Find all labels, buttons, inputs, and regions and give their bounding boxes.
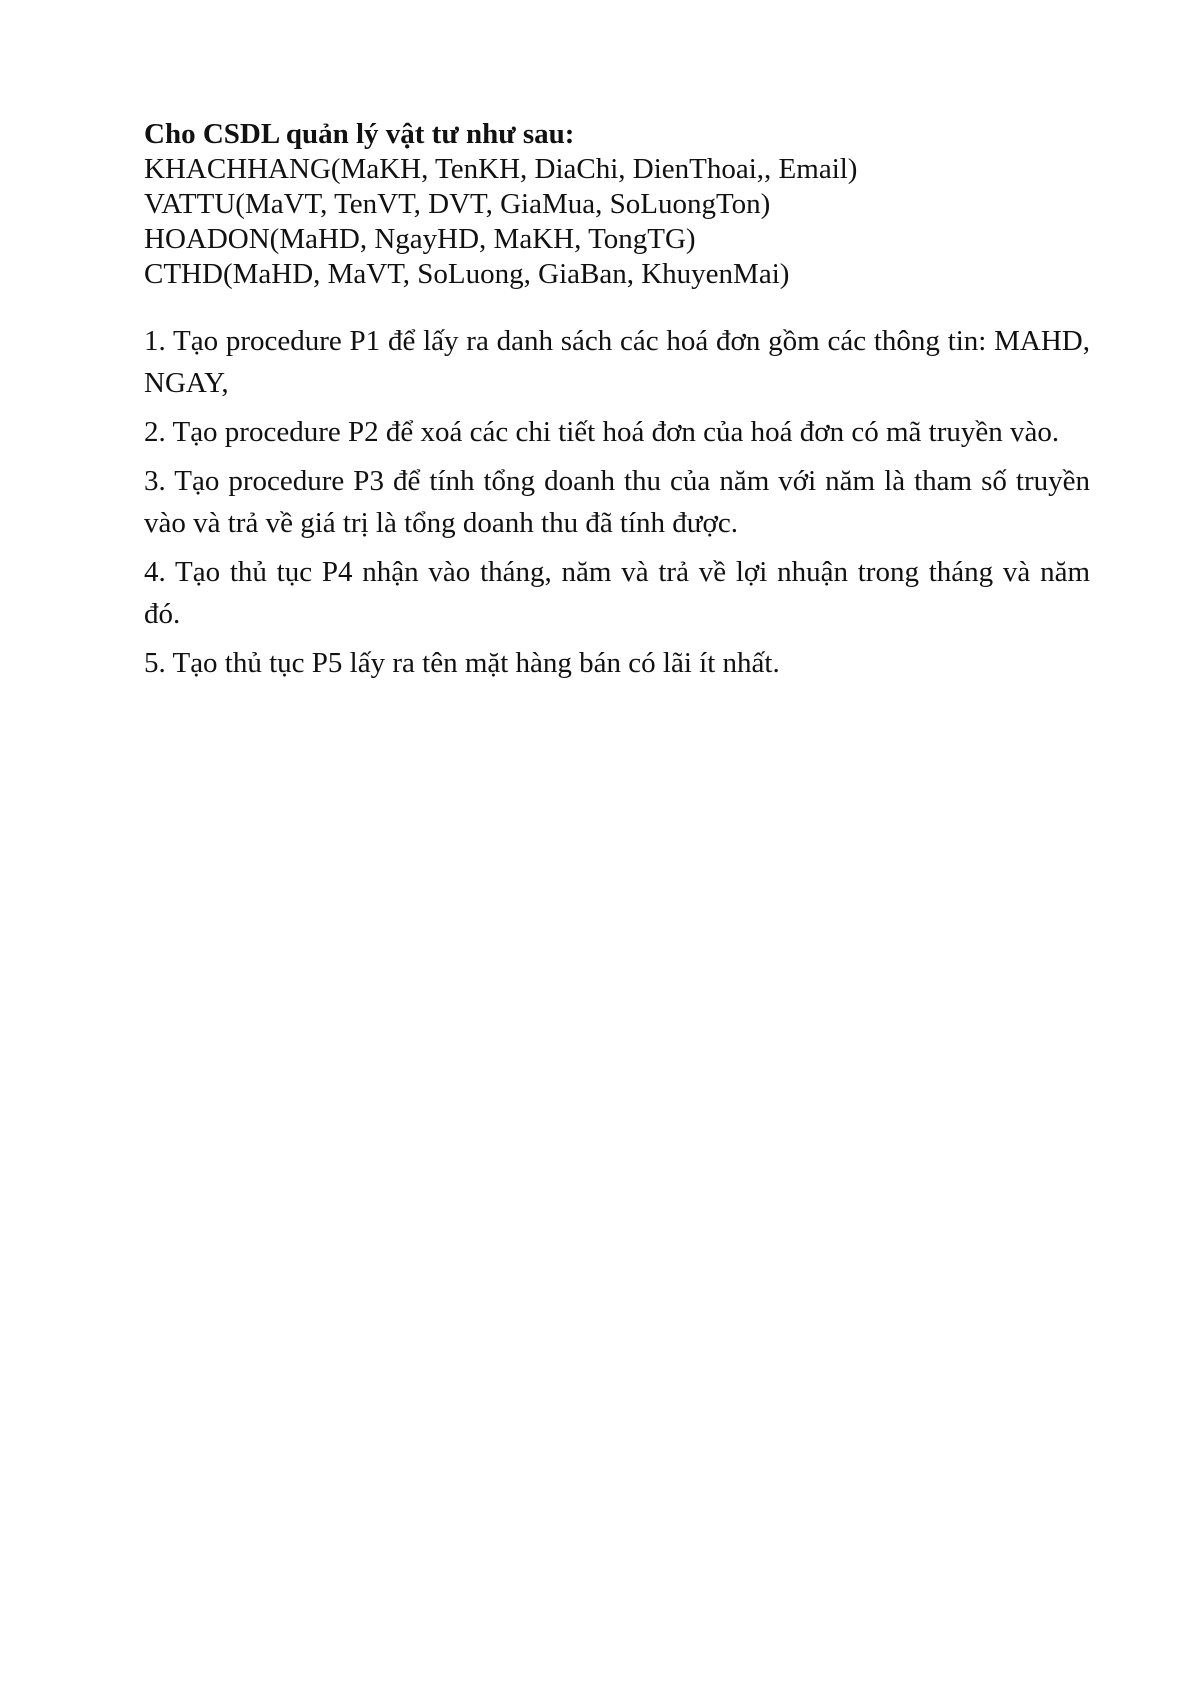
schema-line-cthd: CTHD(MaHD, MaVT, SoLuong, GiaBan, KhuyenMai): [144, 258, 790, 290]
document-heading: Cho CSDL quản lý vật tư như sau:: [144, 118, 575, 150]
task-item-2: 2. Tạo procedure P2 để xoá các chi tiết hoá đơn của hoá đơn có mã truyền vào.: [144, 416, 1060, 448]
document-body: [144, 117, 1090, 691]
task-item-5: 5. Tạo thủ tục P5 lấy ra tên mặt hàng bán có lãi ít nhất.: [144, 647, 780, 679]
schema-line-khachhang: KHACHHANG(MaKH, TenKH, DiaChi, DienThoai,, Email): [144, 153, 858, 185]
task-list: [144, 320, 1090, 684]
task-item-1: 1. Tạo procedure P1 để lấy ra danh sách các hoá đơn gồm các thông tin: MAHD, NGAY,: [144, 325, 1090, 399]
schema-line-vattu: VATTU(MaVT, TenVT, DVT, GiaMua, SoLuongTon): [144, 188, 771, 220]
task-item-4: 4. Tạo thủ tục P4 nhận vào tháng, năm và trả về lợi nhuận trong tháng và năm đó.: [144, 556, 1090, 630]
schema-line-hoadon: HOADON(MaHD, NgayHD, MaKH, TongTG): [144, 223, 696, 255]
task-item-3: 3. Tạo procedure P3 để tính tổng doanh thu của năm với năm là tham số truyền vào và trả về giá trị là tổng doanh thu đã tính được.: [144, 465, 1090, 539]
schema-list: [144, 152, 1090, 292]
